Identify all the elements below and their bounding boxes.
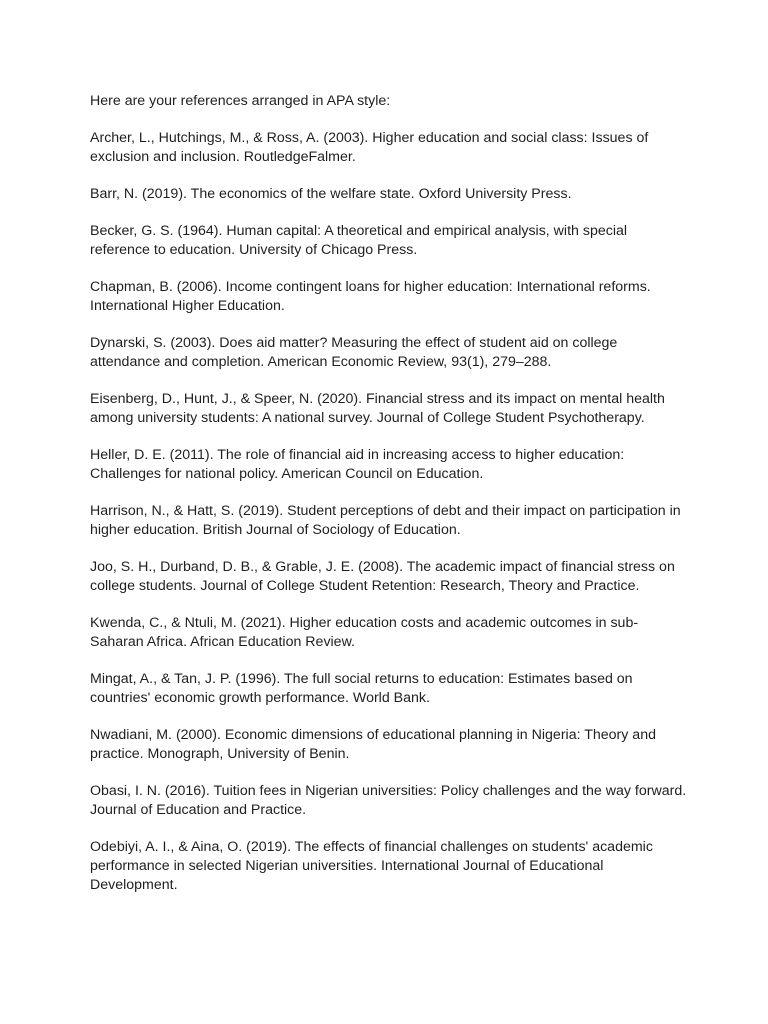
intro-text: Here are your references arranged in APA style: (90, 93, 391, 109)
reference-item: Heller, D. E. (2011). The role of financial aid in increasing access to higher education: Challenges for national policy. American Council on Education. (90, 447, 625, 482)
reference-item: Chapman, B. (2006). Income contingent loans for higher education: International reforms. International Higher Education. (90, 279, 651, 314)
reference-item: Odebiyi, A. I., & Aina, O. (2019). The effects of financial challenges on students' academic performance in selected Nigerian universities. International Journal of Educational Development. (90, 839, 653, 893)
reference-item: Dynarski, S. (2003). Does aid matter? Measuring the effect of student aid on college attendance and completion. American Economic Review, 93(1), 279–288. (90, 335, 618, 370)
reference-item: Mingat, A., & Tan, J. P. (1996). The full social returns to education: Estimates based on countries' economic growth performance. World Bank. (90, 671, 633, 706)
reference-item: Obasi, I. N. (2016). Tuition fees in Nigerian universities: Policy challenges and the way forward. Journal of Education and Practice. (90, 783, 687, 818)
reference-list (90, 129, 690, 895)
reference-item: Archer, L., Hutchings, M., & Ross, A. (2003). Higher education and social class: Issues of exclusion and inclusion. RoutledgeFalmer. (90, 130, 649, 165)
reference-item: Eisenberg, D., Hunt, J., & Speer, N. (2020). Financial stress and its impact on mental health among university students: A national survey. Journal of College Student Psychotherapy. (90, 391, 665, 426)
reference-item: Nwadiani, M. (2000). Economic dimensions of educational planning in Nigeria: Theory and practice. Monograph, University of Benin. (90, 727, 656, 762)
reference-item: Becker, G. S. (1964). Human capital: A theoretical and empirical analysis, with special reference to education. University of Chicago Press. (90, 223, 628, 258)
reference-item: Kwenda, C., & Ntuli, M. (2021). Higher education costs and academic outcomes in sub-Saharan Africa. African Education Review. (90, 615, 639, 650)
reference-item: Joo, S. H., Durband, D. B., & Grable, J. E. (2008). The academic impact of financial stress on college students. Journal of College Student Retention: Research, Theory and Practice. (90, 559, 675, 594)
reference-item: Barr, N. (2019). The economics of the welfare state. Oxford University Press. (90, 186, 572, 202)
document-page (90, 92, 690, 913)
reference-item: Harrison, N., & Hatt, S. (2019). Student perceptions of debt and their impact on participation in higher education. British Journal of Sociology of Education. (90, 503, 681, 538)
